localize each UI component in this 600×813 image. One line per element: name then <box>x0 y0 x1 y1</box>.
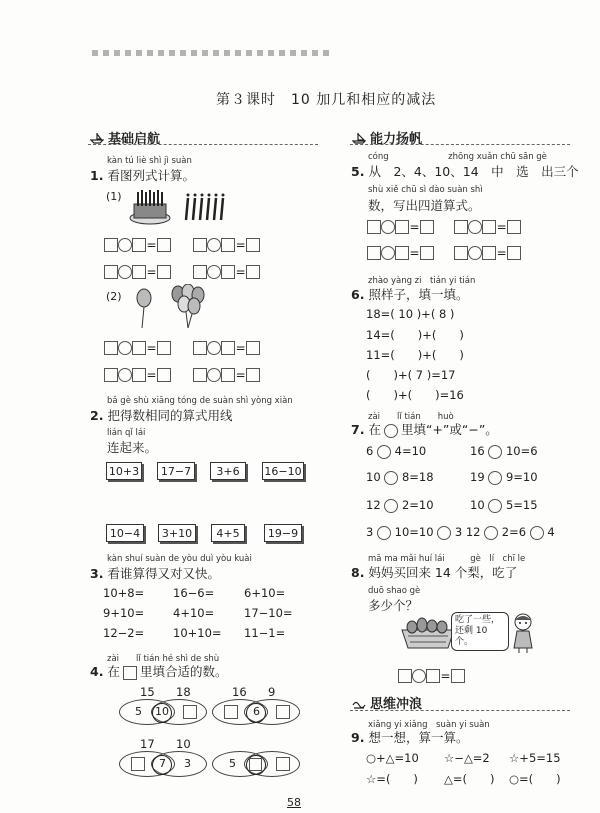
calc-problem: 10+8= <box>103 586 145 600</box>
venn-value: 7 <box>159 757 166 770</box>
answer-box[interactable] <box>221 265 235 279</box>
q8-pinyin1: mā ma mǎi huí lái gè lí chī le <box>368 554 526 564</box>
fill-row[interactable]: 11=( )+( ) <box>366 348 464 362</box>
venn-label: 15 <box>140 685 155 699</box>
wave-icon <box>352 697 366 709</box>
q1-equation-row2: = = <box>104 261 260 280</box>
q3-text: 看谁算得又对又快。 <box>107 566 220 581</box>
q6-pinyin: zhào yàng zi tián yi tián <box>368 276 476 286</box>
q7-row <box>366 444 426 459</box>
answer-box[interactable] <box>157 368 171 382</box>
section-ability-label: 能力扬帆 <box>370 132 423 147</box>
answer-box[interactable] <box>193 341 207 355</box>
q7-row <box>366 525 555 540</box>
q7-text-b: 里填“+”或“−”。 <box>400 422 498 437</box>
section-basic-rule <box>88 144 318 145</box>
answer-box[interactable] <box>246 238 260 252</box>
q5-equation-row2: = = <box>367 242 521 261</box>
q7-row <box>366 498 434 513</box>
venn-value: 5 <box>135 705 142 718</box>
q5-text2: 数，写出四道算式。 <box>368 198 481 213</box>
q5-number: 5. <box>351 164 365 179</box>
q7-row <box>470 470 538 485</box>
q9-pinyin: xiǎng yi xiǎng suàn yi suàn <box>368 720 490 730</box>
q4-pinyin: zài lǐ tián hé shì de shù <box>107 654 220 664</box>
q2-pinyin2: lián qǐ lái <box>107 428 146 438</box>
operand: 10=10 <box>394 525 434 539</box>
puzzle-answer[interactable]: △=( ) <box>444 772 495 786</box>
q5-heading <box>351 162 579 180</box>
answer-box[interactable] <box>132 341 146 355</box>
answer-box[interactable] <box>157 238 171 252</box>
answer-box[interactable] <box>132 368 146 382</box>
venn-label: 18 <box>176 685 191 699</box>
answer-box[interactable] <box>395 220 409 234</box>
answer-box[interactable] <box>193 368 207 382</box>
q5-pinyin1: cóng zhōng xuǎn chū sān gè <box>368 152 547 162</box>
operator-circle[interactable] <box>118 368 132 382</box>
operator-circle[interactable] <box>377 526 391 540</box>
q1-part1-label: (1) <box>106 190 122 203</box>
q5-text1: 从 2、4、10、14 中 选 出三个 <box>368 164 579 179</box>
answer-box[interactable] <box>193 265 207 279</box>
q1-equation-row4: = = <box>104 364 260 383</box>
operator-circle[interactable] <box>468 246 482 260</box>
q7-row <box>470 498 538 513</box>
calc-problem: 16−6= <box>173 586 215 600</box>
box-symbol <box>123 666 137 680</box>
operand: 16 <box>470 444 485 458</box>
section-basic-label: 基础启航 <box>108 132 161 147</box>
page-number: 58 <box>287 796 301 809</box>
lesson-title: 第３课时 10 加几和相应的减法 <box>216 92 437 108</box>
q2-text2: 连起来。 <box>107 440 158 455</box>
fill-row: 18=( 10 )+( 8 ) <box>366 307 455 321</box>
match-card[interactable]: 10+3 <box>106 462 142 480</box>
q9-number: 9. <box>351 730 365 745</box>
answer-box[interactable] <box>104 238 118 252</box>
operand: 8=18 <box>401 470 434 484</box>
operand: 4 <box>547 525 555 539</box>
answer-box[interactable] <box>454 246 468 260</box>
operand: 6 <box>366 444 374 458</box>
section-thinking-label: 思维冲浪 <box>370 697 423 712</box>
answer-box[interactable] <box>132 238 146 252</box>
q7-text-a: 在 <box>368 422 381 437</box>
q3-pinyin: kàn shuí suàn de yòu duì yòu kuài <box>107 554 252 564</box>
match-card[interactable]: 3+6 <box>210 462 246 480</box>
operator-circle[interactable] <box>118 265 132 279</box>
puzzle-equation: ☆+5=15 <box>509 751 561 765</box>
calc-problem: 11−1= <box>244 626 286 640</box>
answer-box[interactable] <box>451 669 465 683</box>
puzzle-equation: ○+△=10 <box>366 751 419 765</box>
answer-box[interactable] <box>104 265 118 279</box>
q8-heading <box>351 563 517 581</box>
q9-text: 想一想，算一算。 <box>368 730 469 745</box>
q2-number: 2. <box>90 408 104 423</box>
q1-equation-row1: = = <box>104 234 260 253</box>
calc-problem: 10+10= <box>173 626 222 640</box>
operand: 4=10 <box>394 444 427 458</box>
answer-box[interactable] <box>276 757 290 771</box>
q3-heading <box>90 564 220 582</box>
pear-basket-illustration <box>398 616 458 650</box>
q1-number: 1. <box>90 168 104 183</box>
answer-box[interactable] <box>246 368 260 382</box>
answer-box[interactable] <box>246 265 260 279</box>
answer-box[interactable] <box>157 341 171 355</box>
q6-number: 6. <box>351 287 365 302</box>
fill-row[interactable]: ( )+( 7 )=17 <box>366 368 456 382</box>
answer-box[interactable] <box>183 705 197 719</box>
section-thinking-rule <box>350 710 570 711</box>
answer-box[interactable] <box>482 246 496 260</box>
venn-label: 16 <box>232 685 247 699</box>
q7-row <box>470 444 538 459</box>
q4-heading <box>90 662 227 680</box>
operator-circle[interactable] <box>484 526 498 540</box>
venn-value: 10 <box>155 705 169 718</box>
q6-text: 照样子，填一填。 <box>368 287 469 302</box>
match-card[interactable]: 3+10 <box>158 524 196 542</box>
operator-circle[interactable] <box>381 246 395 260</box>
q5-pinyin2: shù xiě chū sì dào suàn shì <box>368 185 483 195</box>
venn-label: 9 <box>268 685 276 699</box>
q7-number: 7. <box>351 422 365 437</box>
q2-pinyin1: bǎ gè shù xiāng tóng de suàn shì yòng xiàn <box>107 396 293 406</box>
calc-problem: 12−2= <box>103 626 145 640</box>
q1-equation-row3: = = <box>104 337 260 356</box>
operand: 12 <box>366 498 381 512</box>
venn-label: 17 <box>140 737 155 751</box>
girl-illustration <box>508 612 538 654</box>
answer-box[interactable] <box>132 265 146 279</box>
venn-value: 5 <box>229 757 236 770</box>
q5-equation-row1: = = <box>367 216 521 235</box>
answer-box[interactable] <box>507 220 521 234</box>
answer-box[interactable] <box>221 341 235 355</box>
q1-text: 看图列式计算。 <box>107 168 195 183</box>
scan-artifact <box>92 50 332 56</box>
operator-circle[interactable] <box>384 499 398 513</box>
fill-row[interactable]: 14=( )+( ) <box>366 328 464 342</box>
operator-circle[interactable] <box>437 526 451 540</box>
operand: 3 <box>454 525 463 539</box>
q8-number: 8. <box>351 565 365 580</box>
operand: 9=10 <box>505 470 538 484</box>
answer-box[interactable] <box>395 246 409 260</box>
operand: 10 <box>366 470 381 484</box>
q7-heading <box>351 420 498 438</box>
q1-part2-label: (2) <box>106 290 122 303</box>
sailboat-icon <box>352 132 366 144</box>
answer-box[interactable] <box>367 246 381 260</box>
q7-pinyin: zài lǐ tián huò <box>368 412 454 422</box>
operand: 10=6 <box>505 444 538 458</box>
answer-box[interactable] <box>276 705 290 719</box>
q4-text-b: 里填合适的数。 <box>139 664 228 679</box>
answer-box[interactable] <box>507 246 521 260</box>
section-ability-rule <box>350 144 570 145</box>
answer-box[interactable] <box>420 220 434 234</box>
answer-box[interactable] <box>157 265 171 279</box>
operand: 10 <box>470 498 485 512</box>
q8-pinyin2: duō shao gè <box>368 586 421 596</box>
balloons-illustration <box>126 284 216 330</box>
answer-box[interactable] <box>482 220 496 234</box>
puzzle-equation: ☆−△=2 <box>444 751 490 765</box>
operator-circle[interactable] <box>381 220 395 234</box>
operator-circle[interactable] <box>412 669 426 683</box>
answer-box[interactable] <box>104 368 118 382</box>
cake-candles-illustration <box>126 186 236 226</box>
q1-pinyin: kàn tú liè shì jì suàn <box>107 156 192 166</box>
venn-value: 3 <box>184 757 191 770</box>
q2-heading <box>90 406 232 424</box>
operator-circle[interactable] <box>488 471 502 485</box>
operator-circle[interactable] <box>207 368 221 382</box>
q2-text1: 把得数相同的算式用线 <box>107 408 233 423</box>
calc-problem: 4+10= <box>173 606 215 620</box>
operand: 19 <box>470 470 485 484</box>
q6-heading <box>351 285 468 303</box>
q8-text1: 妈妈买回来 14 个梨，吃了 <box>368 565 518 580</box>
q1-heading <box>90 166 195 184</box>
answer-box[interactable] <box>420 246 434 260</box>
venn-value: 6 <box>253 705 260 718</box>
q3-number: 3. <box>90 566 104 581</box>
answer-box[interactable] <box>246 341 260 355</box>
q9-heading <box>351 728 468 746</box>
operator-circle[interactable] <box>384 471 398 485</box>
operator-circle[interactable] <box>530 526 544 540</box>
answer-box[interactable] <box>131 757 145 771</box>
q8-equation: = <box>398 665 465 684</box>
calc-problem: 6+10= <box>244 586 286 600</box>
answer-box[interactable] <box>454 220 468 234</box>
operand: 5=15 <box>505 498 538 512</box>
operand: 3 <box>366 525 374 539</box>
answer-box[interactable] <box>221 368 235 382</box>
calc-problem: 17−10= <box>244 606 293 620</box>
answer-box[interactable] <box>193 238 207 252</box>
q4-number: 4. <box>90 664 104 679</box>
operator-circle[interactable] <box>207 341 221 355</box>
answer-box[interactable] <box>249 758 262 771</box>
q8-text2: 多少个？ <box>368 598 419 613</box>
answer-box[interactable] <box>398 669 412 683</box>
operator-circle[interactable] <box>207 238 221 252</box>
calc-problem: 9+10= <box>103 606 145 620</box>
match-card[interactable]: 17−7 <box>157 462 195 480</box>
answer-box[interactable] <box>224 705 238 719</box>
match-card[interactable]: 4+5 <box>211 524 245 542</box>
operand: 2=6 <box>501 525 527 539</box>
venn-label: 10 <box>176 737 191 751</box>
puzzle-answer[interactable]: ☆=( ) <box>366 772 418 786</box>
operator-circle[interactable] <box>118 341 132 355</box>
answer-box[interactable] <box>221 238 235 252</box>
answer-box[interactable] <box>104 341 118 355</box>
q7-row <box>366 470 434 485</box>
operator-circle[interactable] <box>118 238 132 252</box>
match-card[interactable]: 16−10 <box>262 462 304 480</box>
operator-circle[interactable] <box>488 499 502 513</box>
operand: 2=10 <box>401 498 434 512</box>
match-card[interactable]: 10−4 <box>106 524 144 542</box>
puzzle-answer[interactable]: ○=( ) <box>509 772 561 786</box>
operator-circle[interactable] <box>207 265 221 279</box>
answer-box[interactable] <box>367 220 381 234</box>
operator-circle[interactable] <box>377 445 391 459</box>
circle-symbol <box>384 424 398 438</box>
boat-icon <box>90 132 104 144</box>
fill-row[interactable]: ( )+( )=16 <box>366 388 464 402</box>
operator-circle[interactable] <box>488 445 502 459</box>
answer-box[interactable] <box>426 669 440 683</box>
operand: 12 <box>465 525 481 539</box>
operator-circle[interactable] <box>468 220 482 234</box>
q4-text-a: 在 <box>107 664 120 679</box>
speech-bubble: 吃了一些，还剩 10 个。 <box>451 612 509 651</box>
match-card[interactable]: 19−9 <box>264 524 302 542</box>
